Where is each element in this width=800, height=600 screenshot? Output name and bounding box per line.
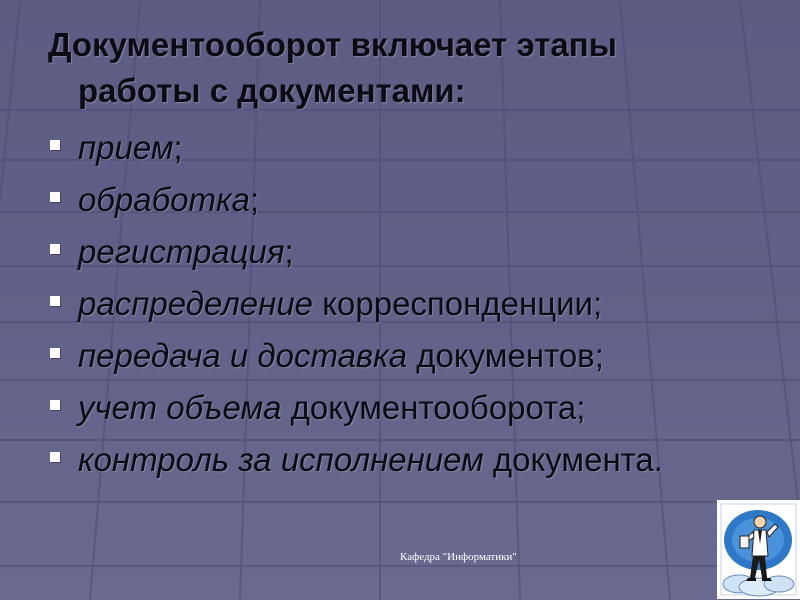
square-bullet-icon <box>50 244 60 254</box>
list-item <box>48 226 748 278</box>
stage-rest: ; <box>249 181 260 218</box>
stage-term: регистрация <box>78 233 285 270</box>
heading-keyword: Документооборот <box>48 26 342 63</box>
stage-rest: документооборота; <box>281 389 586 426</box>
heading-second-line: работы с документами: <box>78 72 466 109</box>
slide-heading <box>48 22 748 114</box>
footer-department: Кафедра "Информатики" <box>400 551 517 563</box>
stage-rest: документов; <box>407 337 604 374</box>
list-item <box>48 174 748 226</box>
square-bullet-icon <box>50 400 60 410</box>
square-bullet-icon <box>50 140 60 150</box>
stage-term: учет объема <box>78 389 282 426</box>
square-bullet-icon <box>50 452 60 462</box>
slide-content <box>48 22 748 486</box>
person-on-cloud-clipart <box>717 500 800 599</box>
list-item <box>48 330 748 382</box>
square-bullet-icon <box>50 192 60 202</box>
stage-rest: корреспонденции; <box>313 285 603 322</box>
square-bullet-icon <box>50 348 60 358</box>
list-item <box>48 382 748 434</box>
stage-rest: документа. <box>483 441 663 478</box>
stage-rest: ; <box>284 233 294 270</box>
square-bullet-icon <box>50 296 60 306</box>
stage-term: прием <box>78 129 174 166</box>
stages-list <box>48 122 748 486</box>
stage-term: передача и доставка <box>78 337 408 374</box>
stage-term: контроль за исполнением <box>78 441 484 478</box>
clipart-drawing <box>717 500 800 599</box>
stage-rest: ; <box>173 129 183 166</box>
stage-term: обработка <box>78 181 250 218</box>
list-item <box>48 122 748 174</box>
stage-term: распределение <box>78 285 314 322</box>
heading-text: включает этапы <box>341 26 617 63</box>
list-item <box>48 278 748 330</box>
list-item <box>48 434 748 486</box>
